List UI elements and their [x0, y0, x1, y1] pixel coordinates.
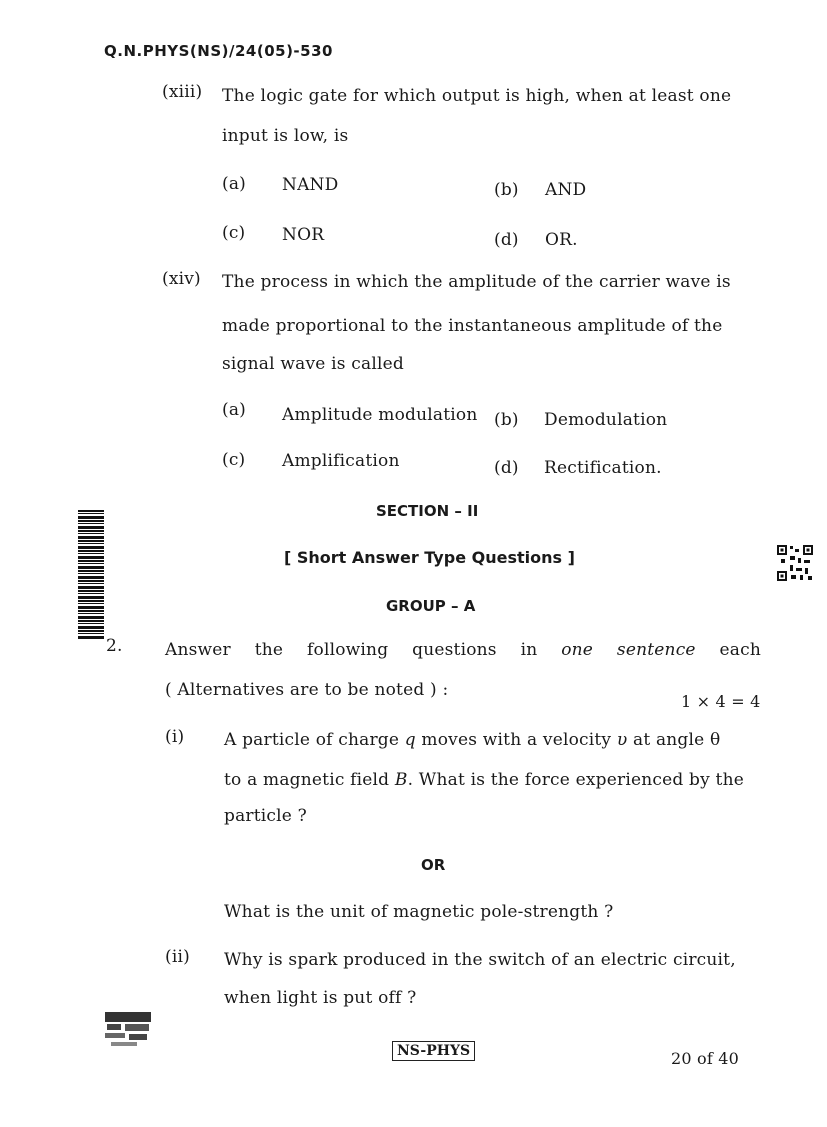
option-label-b: (b)	[494, 180, 519, 200]
symbol-q: q	[404, 730, 416, 750]
sub-question-ii-line1: Why is spark produced in the switch of an electric circuit,	[224, 950, 736, 970]
option-text-a: NAND	[282, 175, 339, 195]
option-text-d: OR.	[545, 230, 578, 250]
text: to a magnetic field	[224, 770, 395, 790]
question-xiv-line1: The process in which the amplitude of the carrier wave is	[222, 272, 731, 292]
or-separator: OR	[421, 856, 446, 874]
question-2-line1	[165, 640, 761, 660]
word: questions	[412, 640, 497, 660]
word: following	[307, 640, 389, 660]
question-number-2: 2.	[106, 636, 123, 656]
word: each	[719, 640, 761, 660]
page-number: 20 of 40	[671, 1049, 740, 1068]
group-title: GROUP – A	[386, 597, 476, 615]
text: A particle of charge	[224, 730, 405, 750]
option-label-a: (a)	[222, 400, 246, 420]
section-subtitle: [ Short Answer Type Questions ]	[284, 548, 575, 567]
option-text-c: Amplification	[282, 451, 400, 471]
option-text-a: Amplitude modulation	[282, 405, 478, 425]
sub-question-ii-line2: when light is put off ?	[224, 988, 417, 1008]
text: moves with a velocity	[415, 730, 617, 750]
question-xiii-line2: input is low, is	[222, 126, 349, 146]
question-xiv-line3: signal wave is called	[222, 354, 404, 374]
symbol-B: B	[394, 770, 408, 790]
option-label-c: (c)	[222, 450, 246, 470]
text: . What is the force experienced by the	[407, 770, 744, 790]
option-text-d: Rectification.	[544, 458, 662, 478]
barcode-icon	[78, 510, 104, 640]
option-label-b: (b)	[494, 410, 519, 430]
word: one	[561, 640, 594, 660]
symbol-v: υ	[616, 730, 628, 750]
sub-question-i-line1	[224, 730, 720, 750]
word: Answer	[165, 640, 231, 660]
question-2-line2: ( Alternatives are to be noted ) :	[165, 680, 449, 700]
paper-code: Q.N.PHYS(NS)/24(05)-530	[104, 42, 333, 60]
option-label-c: (c)	[222, 223, 246, 243]
question-xiii-line1: The logic gate for which output is high, when at least one	[222, 86, 732, 106]
option-label-d: (d)	[494, 458, 519, 478]
sub-question-i-line3: particle ?	[224, 806, 307, 826]
word: sentence	[616, 640, 696, 660]
qr-code-icon	[776, 544, 814, 582]
option-text-c: NOR	[282, 225, 325, 245]
option-label-d: (d)	[494, 230, 519, 250]
section-title: SECTION – II	[376, 502, 479, 520]
option-text-b: AND	[545, 180, 587, 200]
question-number-xiv: (xiv)	[162, 269, 201, 289]
sub-question-i-line2	[224, 770, 744, 790]
word: the	[254, 640, 284, 660]
word: in	[520, 640, 538, 660]
option-text-b: Demodulation	[544, 410, 668, 430]
stamp-icon	[103, 1010, 155, 1052]
sub-question-number-i: (i)	[165, 727, 185, 747]
question-number-xiii: (xiii)	[162, 82, 203, 102]
footer-subject-code: NS-PHYS	[392, 1041, 475, 1061]
option-label-a: (a)	[222, 174, 246, 194]
question-xiv-line2: made proportional to the instantaneous amplitude of the	[222, 316, 723, 336]
sub-question-number-ii: (ii)	[165, 947, 190, 967]
text: at angle θ	[627, 730, 721, 750]
sub-question-i-alternative: What is the unit of magnetic pole-strength ?	[224, 902, 614, 922]
marks: 1 × 4 = 4	[681, 692, 761, 711]
